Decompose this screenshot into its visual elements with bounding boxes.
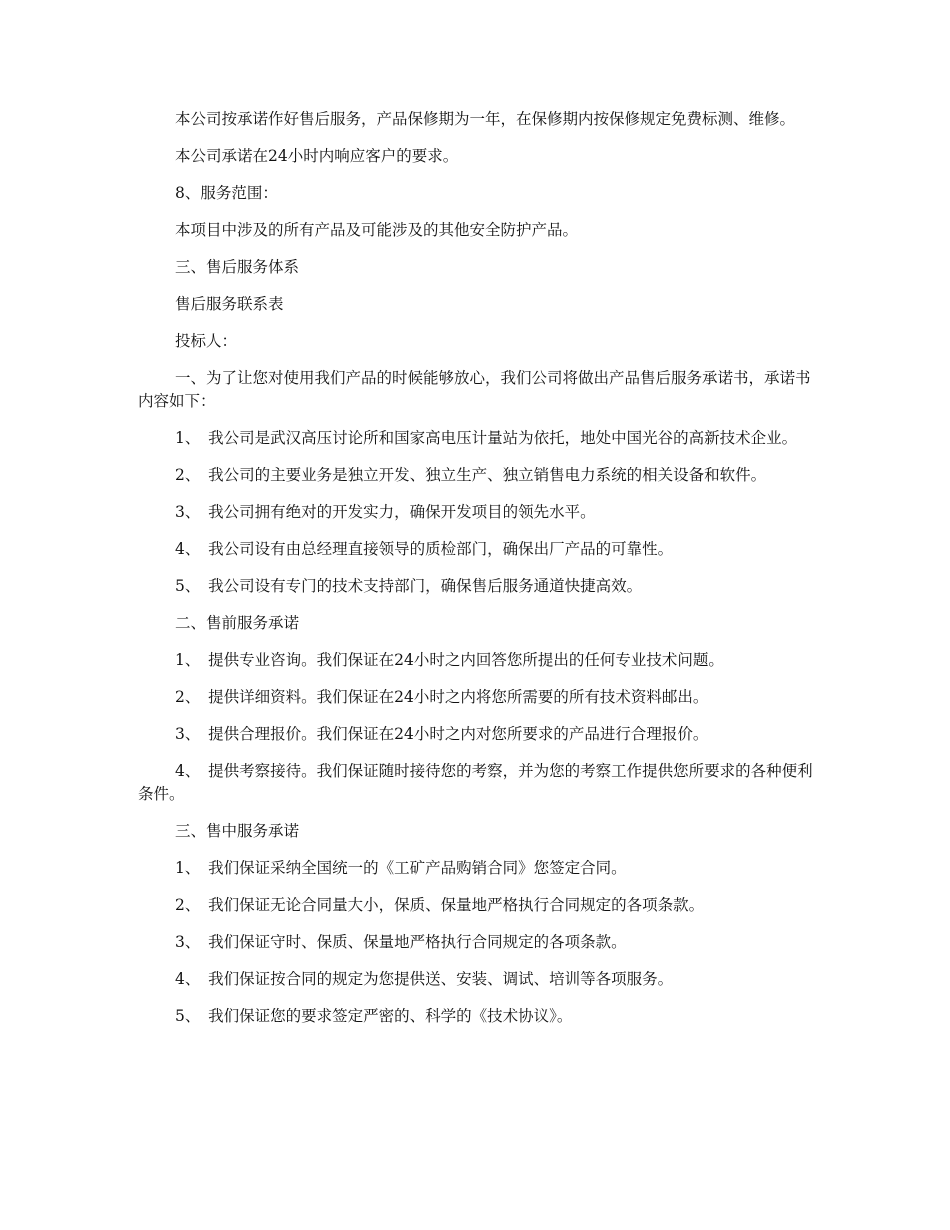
list-item-company-4: 4、 我公司设有由总经理直接领导的质检部门，确保出厂产品的可靠性。 [175,540,674,558]
list-item-pre-sales-3: 3、 提供合理报价。我们保证在24小时之内对您所要求的产品进行合理报价。 [175,725,709,743]
list-item-pre-sales-2: 2、 提供详细资料。我们保证在24小时之内将您所需要的所有技术资料邮出。 [175,688,709,706]
paragraph-service-scope: 本项目中涉及的所有产品及可能涉及的其他安全防护产品。 [175,221,579,239]
list-item-in-sales-4: 4、 我们保证按合同的规定为您提供送、安装、调试、培训等各项服务。 [175,970,674,988]
list-item-in-sales-5: 5、 我们保证您的要求签定严密的、科学的《技术协议》。 [175,1007,573,1025]
list-item-in-sales-1: 1、 我们保证采纳全国统一的《工矿产品购销合同》您签定合同。 [175,859,627,877]
paragraph-commitment-intro: 一、为了让您对使用我们产品的时候能够放心，我们公司将做出产品售后服务承诺书，承诺书内容如下： [138,369,811,410]
heading-in-sales: 三、售中服务承诺 [175,822,300,840]
document-body [138,108,818,1042]
list-item-company-5: 5、 我公司设有专门的技术支持部门，确保售后服务通道快捷高效。 [175,577,643,595]
list-item-in-sales-3: 3、 我们保证守时、保质、保量地严格执行合同规定的各项条款。 [175,933,627,951]
label-contact-table: 售后服务联系表 [175,295,284,313]
list-item-in-sales-2: 2、 我们保证无论合同量大小，保质、保量地严格执行合同规定的各项条款。 [175,896,705,914]
paragraph-response-time: 本公司承诺在24小时内响应客户的要求。 [175,147,459,165]
list-item-pre-sales-1: 1、 提供专业咨询。我们保证在24小时之内回答您所提出的任何专业技术问题。 [175,651,724,669]
label-bidder: 投标人： [175,332,238,350]
paragraph-warranty: 本公司按承诺作好售后服务，产品保修期为一年，在保修期内按保修规定免费标测、维修。 [175,110,796,128]
heading-service-scope: 8、服务范围： [175,184,278,202]
list-item-company-2: 2、 我公司的主要业务是独立开发、独立生产、独立销售电力系统的相关设备和软件。 [175,466,767,484]
heading-after-sales-system: 三、售后服务体系 [175,258,300,276]
heading-pre-sales: 二、售前服务承诺 [175,614,300,632]
list-item-pre-sales-4: 4、 提供考察接待。我们保证随时接待您的考察，并为您的考察工作提供您所要求的各种便利条件。 [138,762,813,803]
list-item-company-3: 3、 我公司拥有绝对的开发实力，确保开发项目的领先水平。 [175,503,596,521]
list-item-company-1: 1、 我公司是武汉高压讨论所和国家高电压计量站为依托，地处中国光谷的高新技术企业。 [175,429,798,447]
